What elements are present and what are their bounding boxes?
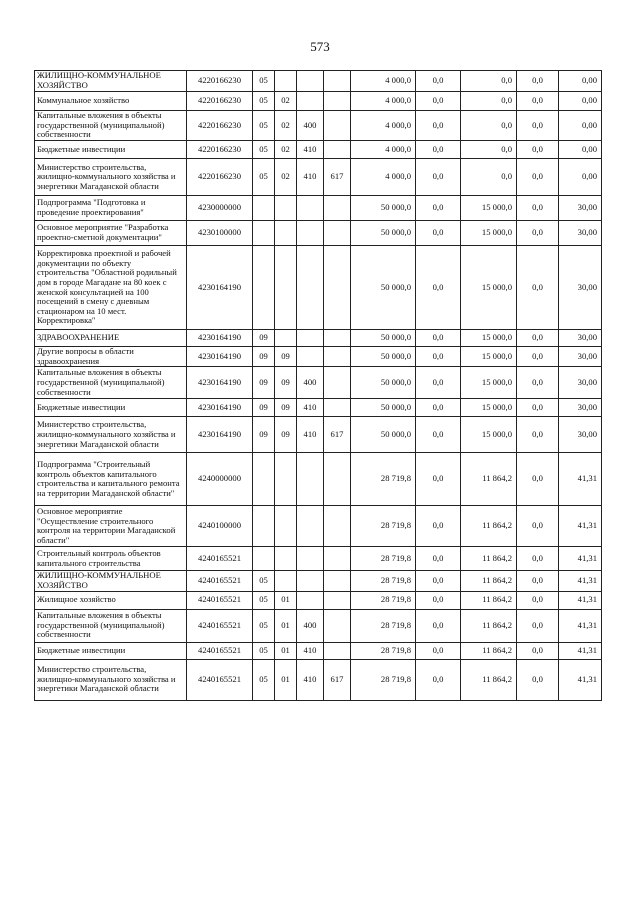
- row-amount-plan: 50 000,0: [351, 347, 416, 367]
- row-percent: 41,31: [559, 453, 602, 506]
- row-name: ЖИЛИЩНО-КОММУНАЛЬНОЕ ХОЗЯЙСТВО: [35, 71, 187, 92]
- row-amount-2: 0,0: [416, 71, 461, 92]
- row-percent: 0,00: [559, 111, 602, 141]
- row-expense-type: 410: [297, 417, 324, 453]
- row-name: Министерство строительства, жилищно-коммунального хозяйства и энергетики Магаданской области: [35, 417, 187, 453]
- row-name: Основное мероприятие "Осуществление строительного контроля на территории Магаданской области": [35, 506, 187, 547]
- table-row: [35, 609, 602, 642]
- row-subsection: [275, 547, 297, 571]
- row-section: 05: [253, 609, 275, 642]
- row-department: 617: [324, 417, 351, 453]
- row-amount-4: 0,0: [517, 453, 559, 506]
- row-amount-executed: 11 864,2: [461, 506, 517, 547]
- row-name: Капитальные вложения в объекты государственной (муниципальной) собственности: [35, 111, 187, 141]
- row-percent: 0,00: [559, 159, 602, 196]
- row-amount-4: 0,0: [517, 347, 559, 367]
- table-row: [35, 347, 602, 367]
- row-amount-plan: 4 000,0: [351, 71, 416, 92]
- row-amount-executed: 15 000,0: [461, 399, 517, 417]
- row-amount-plan: 28 719,8: [351, 642, 416, 659]
- table-row: [35, 196, 602, 221]
- row-code: 4240100000: [187, 506, 253, 547]
- table-row: [35, 246, 602, 330]
- row-section: 09: [253, 399, 275, 417]
- table-row: [35, 330, 602, 347]
- row-amount-4: 0,0: [517, 221, 559, 246]
- row-section: 09: [253, 330, 275, 347]
- row-subsection: 09: [275, 399, 297, 417]
- row-expense-type: 400: [297, 367, 324, 399]
- row-percent: 41,31: [559, 659, 602, 700]
- row-amount-executed: 15 000,0: [461, 246, 517, 330]
- row-subsection: 01: [275, 659, 297, 700]
- row-amount-2: 0,0: [416, 141, 461, 159]
- row-amount-4: 0,0: [517, 141, 559, 159]
- row-percent: 41,31: [559, 609, 602, 642]
- row-amount-2: 0,0: [416, 221, 461, 246]
- row-name: Капитальные вложения в объекты государственной (муниципальной) собственности: [35, 609, 187, 642]
- table-row: [35, 221, 602, 246]
- row-amount-4: 0,0: [517, 547, 559, 571]
- row-name: Основное мероприятие "Разработка проектно-сметной документации": [35, 221, 187, 246]
- row-department: [324, 92, 351, 111]
- row-amount-2: 0,0: [416, 547, 461, 571]
- row-department: 617: [324, 159, 351, 196]
- table-row: [35, 367, 602, 399]
- row-amount-2: 0,0: [416, 111, 461, 141]
- row-section: 09: [253, 417, 275, 453]
- row-code: 4230164190: [187, 330, 253, 347]
- row-amount-executed: 11 864,2: [461, 453, 517, 506]
- row-percent: 30,00: [559, 417, 602, 453]
- row-expense-type: [297, 92, 324, 111]
- row-amount-2: 0,0: [416, 506, 461, 547]
- row-subsection: [275, 330, 297, 347]
- row-percent: 30,00: [559, 399, 602, 417]
- row-amount-executed: 15 000,0: [461, 196, 517, 221]
- row-name: Жилищное хозяйство: [35, 591, 187, 609]
- row-expense-type: [297, 196, 324, 221]
- row-expense-type: [297, 221, 324, 246]
- row-amount-2: 0,0: [416, 659, 461, 700]
- table-row: [35, 659, 602, 700]
- row-expense-type: [297, 506, 324, 547]
- row-amount-plan: 28 719,8: [351, 453, 416, 506]
- row-name: Коммунальное хозяйство: [35, 92, 187, 111]
- row-section: [253, 506, 275, 547]
- row-code: 4240165521: [187, 659, 253, 700]
- row-percent: 30,00: [559, 246, 602, 330]
- row-amount-plan: 28 719,8: [351, 659, 416, 700]
- row-amount-plan: 50 000,0: [351, 399, 416, 417]
- row-subsection: 01: [275, 642, 297, 659]
- row-amount-4: 0,0: [517, 417, 559, 453]
- row-department: [324, 221, 351, 246]
- row-amount-2: 0,0: [416, 196, 461, 221]
- row-subsection: [275, 571, 297, 591]
- row-code: 4230000000: [187, 196, 253, 221]
- row-code: 4230164190: [187, 347, 253, 367]
- row-name: Бюджетные инвестиции: [35, 399, 187, 417]
- row-percent: 0,00: [559, 92, 602, 111]
- row-department: [324, 399, 351, 417]
- row-amount-plan: 4 000,0: [351, 159, 416, 196]
- row-subsection: 09: [275, 417, 297, 453]
- table-row: [35, 506, 602, 547]
- row-expense-type: [297, 246, 324, 330]
- row-name: ЖИЛИЩНО-КОММУНАЛЬНОЕ ХОЗЯЙСТВО: [35, 571, 187, 591]
- row-section: 05: [253, 642, 275, 659]
- row-department: [324, 347, 351, 367]
- row-amount-executed: 11 864,2: [461, 609, 517, 642]
- row-expense-type: [297, 571, 324, 591]
- row-expense-type: [297, 591, 324, 609]
- row-department: [324, 453, 351, 506]
- row-subsection: [275, 506, 297, 547]
- row-section: 09: [253, 367, 275, 399]
- budget-table: [34, 70, 602, 701]
- row-amount-4: 0,0: [517, 330, 559, 347]
- row-amount-executed: 0,0: [461, 111, 517, 141]
- page-number: 573: [310, 39, 330, 54]
- row-section: 05: [253, 71, 275, 92]
- row-code: 4230100000: [187, 221, 253, 246]
- row-amount-plan: 28 719,8: [351, 571, 416, 591]
- row-name: Строительный контроль объектов капитального строительства: [35, 547, 187, 571]
- row-amount-2: 0,0: [416, 417, 461, 453]
- row-amount-4: 0,0: [517, 159, 559, 196]
- row-expense-type: 410: [297, 159, 324, 196]
- row-expense-type: 410: [297, 642, 324, 659]
- row-name: Бюджетные инвестиции: [35, 642, 187, 659]
- row-code: 4220166230: [187, 141, 253, 159]
- row-amount-2: 0,0: [416, 399, 461, 417]
- row-amount-plan: 4 000,0: [351, 111, 416, 141]
- row-amount-2: 0,0: [416, 347, 461, 367]
- row-expense-type: [297, 547, 324, 571]
- row-name: ЗДРАВООХРАНЕНИЕ: [35, 330, 187, 347]
- row-amount-executed: 15 000,0: [461, 330, 517, 347]
- row-name: Бюджетные инвестиции: [35, 141, 187, 159]
- row-amount-2: 0,0: [416, 246, 461, 330]
- row-section: 05: [253, 111, 275, 141]
- row-section: [253, 547, 275, 571]
- row-amount-2: 0,0: [416, 367, 461, 399]
- row-expense-type: [297, 330, 324, 347]
- row-subsection: [275, 246, 297, 330]
- row-code: 4230164190: [187, 246, 253, 330]
- table-row: [35, 453, 602, 506]
- table-row: [35, 399, 602, 417]
- row-department: [324, 111, 351, 141]
- row-code: 4240165521: [187, 547, 253, 571]
- row-subsection: 09: [275, 347, 297, 367]
- table-row: [35, 92, 602, 111]
- row-amount-plan: 28 719,8: [351, 506, 416, 547]
- row-name: Министерство строительства, жилищно-коммунального хозяйства и энергетики Магаданской области: [35, 659, 187, 700]
- row-section: 05: [253, 92, 275, 111]
- row-amount-plan: 28 719,8: [351, 609, 416, 642]
- row-name: Подпрограмма "Строительный контроль объектов капитального строительства и капитального ремонта на территории Магаданской области": [35, 453, 187, 506]
- row-amount-plan: 28 719,8: [351, 547, 416, 571]
- row-department: [324, 71, 351, 92]
- row-amount-2: 0,0: [416, 92, 461, 111]
- row-amount-4: 0,0: [517, 92, 559, 111]
- row-section: 05: [253, 591, 275, 609]
- table-row: [35, 71, 602, 92]
- row-subsection: 09: [275, 367, 297, 399]
- row-name: Другие вопросы в области здравоохранения: [35, 347, 187, 367]
- row-department: [324, 330, 351, 347]
- row-code: 4230164190: [187, 399, 253, 417]
- row-expense-type: [297, 453, 324, 506]
- row-percent: 41,31: [559, 506, 602, 547]
- row-subsection: [275, 453, 297, 506]
- row-amount-4: 0,0: [517, 246, 559, 330]
- row-section: [253, 246, 275, 330]
- row-amount-executed: 15 000,0: [461, 347, 517, 367]
- row-amount-executed: 15 000,0: [461, 221, 517, 246]
- row-department: [324, 571, 351, 591]
- row-percent: 30,00: [559, 221, 602, 246]
- row-percent: 41,31: [559, 547, 602, 571]
- row-subsection: 02: [275, 141, 297, 159]
- row-expense-type: [297, 347, 324, 367]
- row-amount-2: 0,0: [416, 330, 461, 347]
- row-amount-2: 0,0: [416, 159, 461, 196]
- row-percent: 41,31: [559, 591, 602, 609]
- row-amount-executed: 0,0: [461, 159, 517, 196]
- row-percent: 30,00: [559, 330, 602, 347]
- row-percent: 30,00: [559, 367, 602, 399]
- row-department: [324, 642, 351, 659]
- row-subsection: 02: [275, 111, 297, 141]
- row-amount-plan: 4 000,0: [351, 92, 416, 111]
- row-amount-4: 0,0: [517, 642, 559, 659]
- row-department: [324, 196, 351, 221]
- row-amount-plan: 50 000,0: [351, 367, 416, 399]
- row-percent: 0,00: [559, 141, 602, 159]
- row-amount-executed: 11 864,2: [461, 591, 517, 609]
- row-subsection: 01: [275, 609, 297, 642]
- row-amount-plan: 50 000,0: [351, 246, 416, 330]
- row-expense-type: 410: [297, 659, 324, 700]
- row-amount-executed: 0,0: [461, 92, 517, 111]
- row-subsection: [275, 71, 297, 92]
- row-amount-plan: 50 000,0: [351, 330, 416, 347]
- row-expense-type: 400: [297, 111, 324, 141]
- row-percent: 30,00: [559, 347, 602, 367]
- row-expense-type: [297, 71, 324, 92]
- row-section: 09: [253, 347, 275, 367]
- table-row: [35, 547, 602, 571]
- row-amount-4: 0,0: [517, 71, 559, 92]
- row-section: [253, 221, 275, 246]
- row-amount-4: 0,0: [517, 367, 559, 399]
- row-amount-4: 0,0: [517, 659, 559, 700]
- row-subsection: [275, 221, 297, 246]
- table-row: [35, 159, 602, 196]
- row-subsection: 02: [275, 159, 297, 196]
- row-amount-executed: 15 000,0: [461, 417, 517, 453]
- row-amount-4: 0,0: [517, 609, 559, 642]
- row-name: Капитальные вложения в объекты государственной (муниципальной) собственности: [35, 367, 187, 399]
- row-code: 4230164190: [187, 417, 253, 453]
- row-expense-type: 410: [297, 399, 324, 417]
- row-section: 05: [253, 571, 275, 591]
- row-amount-executed: 0,0: [461, 141, 517, 159]
- table-row: [35, 571, 602, 591]
- row-code: 4240165521: [187, 609, 253, 642]
- row-department: [324, 367, 351, 399]
- table-row: [35, 111, 602, 141]
- row-amount-2: 0,0: [416, 642, 461, 659]
- row-expense-type: 410: [297, 141, 324, 159]
- table-row: [35, 591, 602, 609]
- row-department: [324, 141, 351, 159]
- row-amount-2: 0,0: [416, 571, 461, 591]
- row-amount-executed: 15 000,0: [461, 367, 517, 399]
- row-amount-2: 0,0: [416, 453, 461, 506]
- row-section: 05: [253, 141, 275, 159]
- row-amount-4: 0,0: [517, 591, 559, 609]
- row-amount-4: 0,0: [517, 506, 559, 547]
- row-department: [324, 591, 351, 609]
- row-subsection: [275, 196, 297, 221]
- row-amount-plan: 4 000,0: [351, 141, 416, 159]
- row-code: 4220166230: [187, 111, 253, 141]
- row-amount-executed: 11 864,2: [461, 659, 517, 700]
- row-code: 4230164190: [187, 367, 253, 399]
- row-code: 4220166230: [187, 92, 253, 111]
- row-section: 05: [253, 659, 275, 700]
- row-amount-executed: 11 864,2: [461, 571, 517, 591]
- row-department: 617: [324, 659, 351, 700]
- row-percent: 0,00: [559, 71, 602, 92]
- row-percent: 30,00: [559, 196, 602, 221]
- row-name: Подпрограмма "Подготовка и проведение проектирования": [35, 196, 187, 221]
- row-code: 4240165521: [187, 571, 253, 591]
- table-body: [35, 71, 602, 701]
- row-subsection: 02: [275, 92, 297, 111]
- row-amount-2: 0,0: [416, 591, 461, 609]
- row-department: [324, 547, 351, 571]
- row-department: [324, 246, 351, 330]
- table-row: [35, 642, 602, 659]
- row-amount-4: 0,0: [517, 399, 559, 417]
- row-department: [324, 609, 351, 642]
- row-amount-4: 0,0: [517, 571, 559, 591]
- row-amount-4: 0,0: [517, 196, 559, 221]
- row-name: Корректировка проектной и рабочей документации по объекту строительства "Областной родильный дом в городе Магадане на 80 коек с женской консультацией на 100 посещений в смену с дневным стационаром на 10 мест. Корректировка": [35, 246, 187, 330]
- row-amount-plan: 28 719,8: [351, 591, 416, 609]
- row-name: Министерство строительства, жилищно-коммунального хозяйства и энергетики Магаданской области: [35, 159, 187, 196]
- row-amount-plan: 50 000,0: [351, 196, 416, 221]
- row-amount-4: 0,0: [517, 111, 559, 141]
- row-section: [253, 453, 275, 506]
- row-percent: 41,31: [559, 642, 602, 659]
- row-code: 4220166230: [187, 71, 253, 92]
- row-code: 4220166230: [187, 159, 253, 196]
- row-section: [253, 196, 275, 221]
- row-amount-executed: 0,0: [461, 71, 517, 92]
- row-section: 05: [253, 159, 275, 196]
- row-amount-2: 0,0: [416, 609, 461, 642]
- row-amount-executed: 11 864,2: [461, 547, 517, 571]
- row-amount-plan: 50 000,0: [351, 221, 416, 246]
- row-code: 4240165521: [187, 642, 253, 659]
- row-expense-type: 400: [297, 609, 324, 642]
- row-amount-plan: 50 000,0: [351, 417, 416, 453]
- table-row: [35, 417, 602, 453]
- row-department: [324, 506, 351, 547]
- row-percent: 41,31: [559, 571, 602, 591]
- table-row: [35, 141, 602, 159]
- row-amount-executed: 11 864,2: [461, 642, 517, 659]
- row-code: 4240165521: [187, 591, 253, 609]
- row-subsection: 01: [275, 591, 297, 609]
- row-code: 4240000000: [187, 453, 253, 506]
